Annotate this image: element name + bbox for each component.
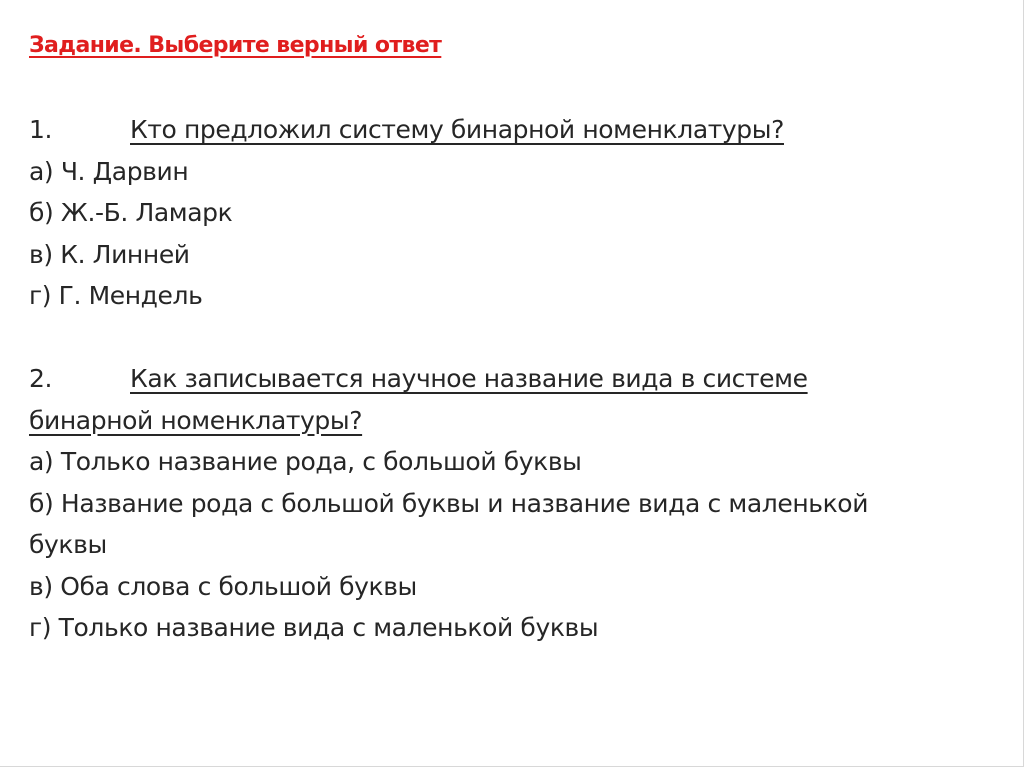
question-1-option-c: в) К. Линней xyxy=(29,239,190,269)
question-2-number: 2. xyxy=(29,364,53,393)
question-2-option-d: г) Только название вида с маленькой буквы xyxy=(29,613,599,642)
question-2-text-line-1: Как записывается научное название вида в системе xyxy=(130,364,808,393)
question-2-line-2 xyxy=(29,400,1004,442)
question-1 xyxy=(29,109,1004,151)
question-2-option-b: б) Название рода с большой буквы и название вида с маленькой xyxy=(29,488,869,518)
question-1-number: 1. xyxy=(29,115,53,144)
question-1-text: Кто предложил систему бинарной номенклатуры? xyxy=(130,115,784,144)
question-2-text-line-2: бинарной номенклатуры? xyxy=(29,405,363,435)
question-1-option-b: б) Ж.-Б. Ламарк xyxy=(29,198,233,227)
question-1-option-a: а) Ч. Дарвин xyxy=(29,156,189,186)
question-2-option-c: в) Оба слова с большой буквы xyxy=(29,571,417,601)
question-2 xyxy=(29,358,1004,400)
task-title: Задание. Выберите верный ответ xyxy=(29,33,442,58)
questions-block xyxy=(29,109,1004,649)
question-2-option-b-cont: буквы xyxy=(29,530,107,559)
question-2-option-a: а) Только название рода, с большой буквы xyxy=(29,447,582,476)
spacer xyxy=(29,317,1004,359)
question-1-option-d: г) Г. Мендель xyxy=(29,281,203,310)
